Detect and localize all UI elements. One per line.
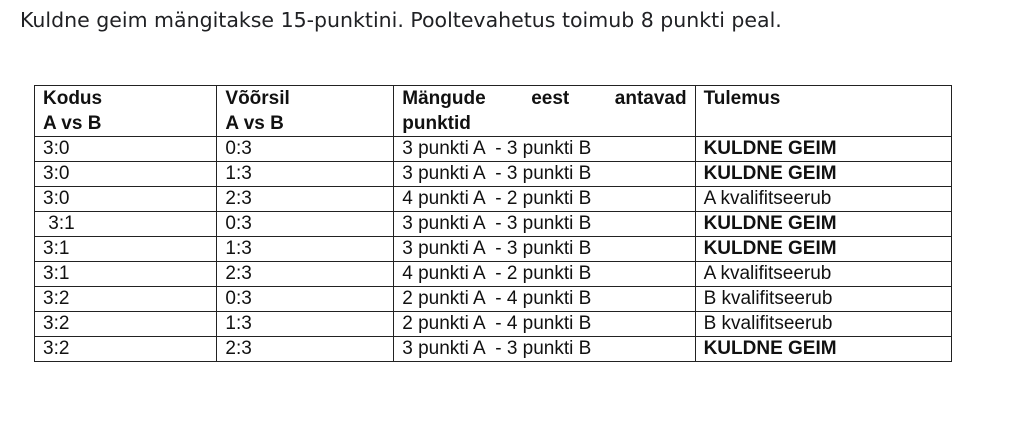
cell-points: 3 punkti A - 3 punkti B [394,337,695,362]
cell-points: 2 punkti A - 4 punkti B [394,287,695,312]
header-result-line-1: Tulemus [703,88,781,109]
header-away-line-2: A vs B [225,113,284,134]
cell-result: B kvalifitseerub [695,287,951,312]
cell-points: 4 punkti A - 2 punkti B [394,262,695,287]
header-points-word-3: antavad [614,88,687,109]
table-row [35,212,952,237]
cell-away: 2:3 [217,262,394,287]
cell-home: 3:0 [35,162,217,187]
cell-home: 3:0 [35,137,217,162]
cell-points: 2 punkti A - 4 punkti B [394,312,695,337]
table-row [35,337,952,362]
cell-home: 3:2 [35,337,217,362]
header-home-line-2: A vs B [43,113,102,134]
header-result [695,86,951,137]
cell-home: 3:0 [35,187,217,212]
header-points [394,86,695,137]
cell-home: 3:2 [35,312,217,337]
cell-away: 0:3 [217,287,394,312]
cell-away: 2:3 [217,187,394,212]
header-home-line-1: Kodus [43,88,103,109]
cell-home: 3:1 [35,262,217,287]
cell-away: 2:3 [217,337,394,362]
cell-result: KULDNE GEIM [695,162,951,187]
table-row [35,287,952,312]
cell-points: 3 punkti A - 3 punkti B [394,212,695,237]
table-row [35,237,952,262]
cell-result: KULDNE GEIM [695,212,951,237]
table-row [35,137,952,162]
cell-result: A kvalifitseerub [695,262,951,287]
table-body [35,137,952,362]
results-table [34,85,952,362]
cell-home: 3:2 [35,287,217,312]
table-row [35,312,952,337]
header-away [217,86,394,137]
cell-away: 0:3 [217,137,394,162]
header-points-word-1: Mängude [402,88,486,109]
cell-points: 4 punkti A - 2 punkti B [394,187,695,212]
table-header-row [35,86,952,137]
cell-result: KULDNE GEIM [695,337,951,362]
cell-home: 3:1 [35,237,217,262]
cell-away: 0:3 [217,212,394,237]
cell-home: 3:1 [35,212,217,237]
page-heading: Kuldne geim mängitakse 15-punktini. Pooltevahetus toimub 8 punkti peal. [20,8,782,32]
cell-result: KULDNE GEIM [695,237,951,262]
cell-points: 3 punkti A - 3 punkti B [394,162,695,187]
cell-points: 3 punkti A - 3 punkti B [394,237,695,262]
cell-result: KULDNE GEIM [695,137,951,162]
table-row [35,187,952,212]
table-row [35,262,952,287]
cell-points: 3 punkti A - 3 punkti B [394,137,695,162]
header-points-line-1 [402,86,694,111]
header-points-word-2: eest [531,88,570,109]
header-home [35,86,217,137]
cell-result: B kvalifitseerub [695,312,951,337]
table-row [35,162,952,187]
cell-result: A kvalifitseerub [695,187,951,212]
cell-away: 1:3 [217,312,394,337]
cell-away: 1:3 [217,237,394,262]
cell-away: 1:3 [217,162,394,187]
header-away-line-1: Võõrsil [225,88,290,109]
header-points-line-2: punktid [402,113,471,134]
